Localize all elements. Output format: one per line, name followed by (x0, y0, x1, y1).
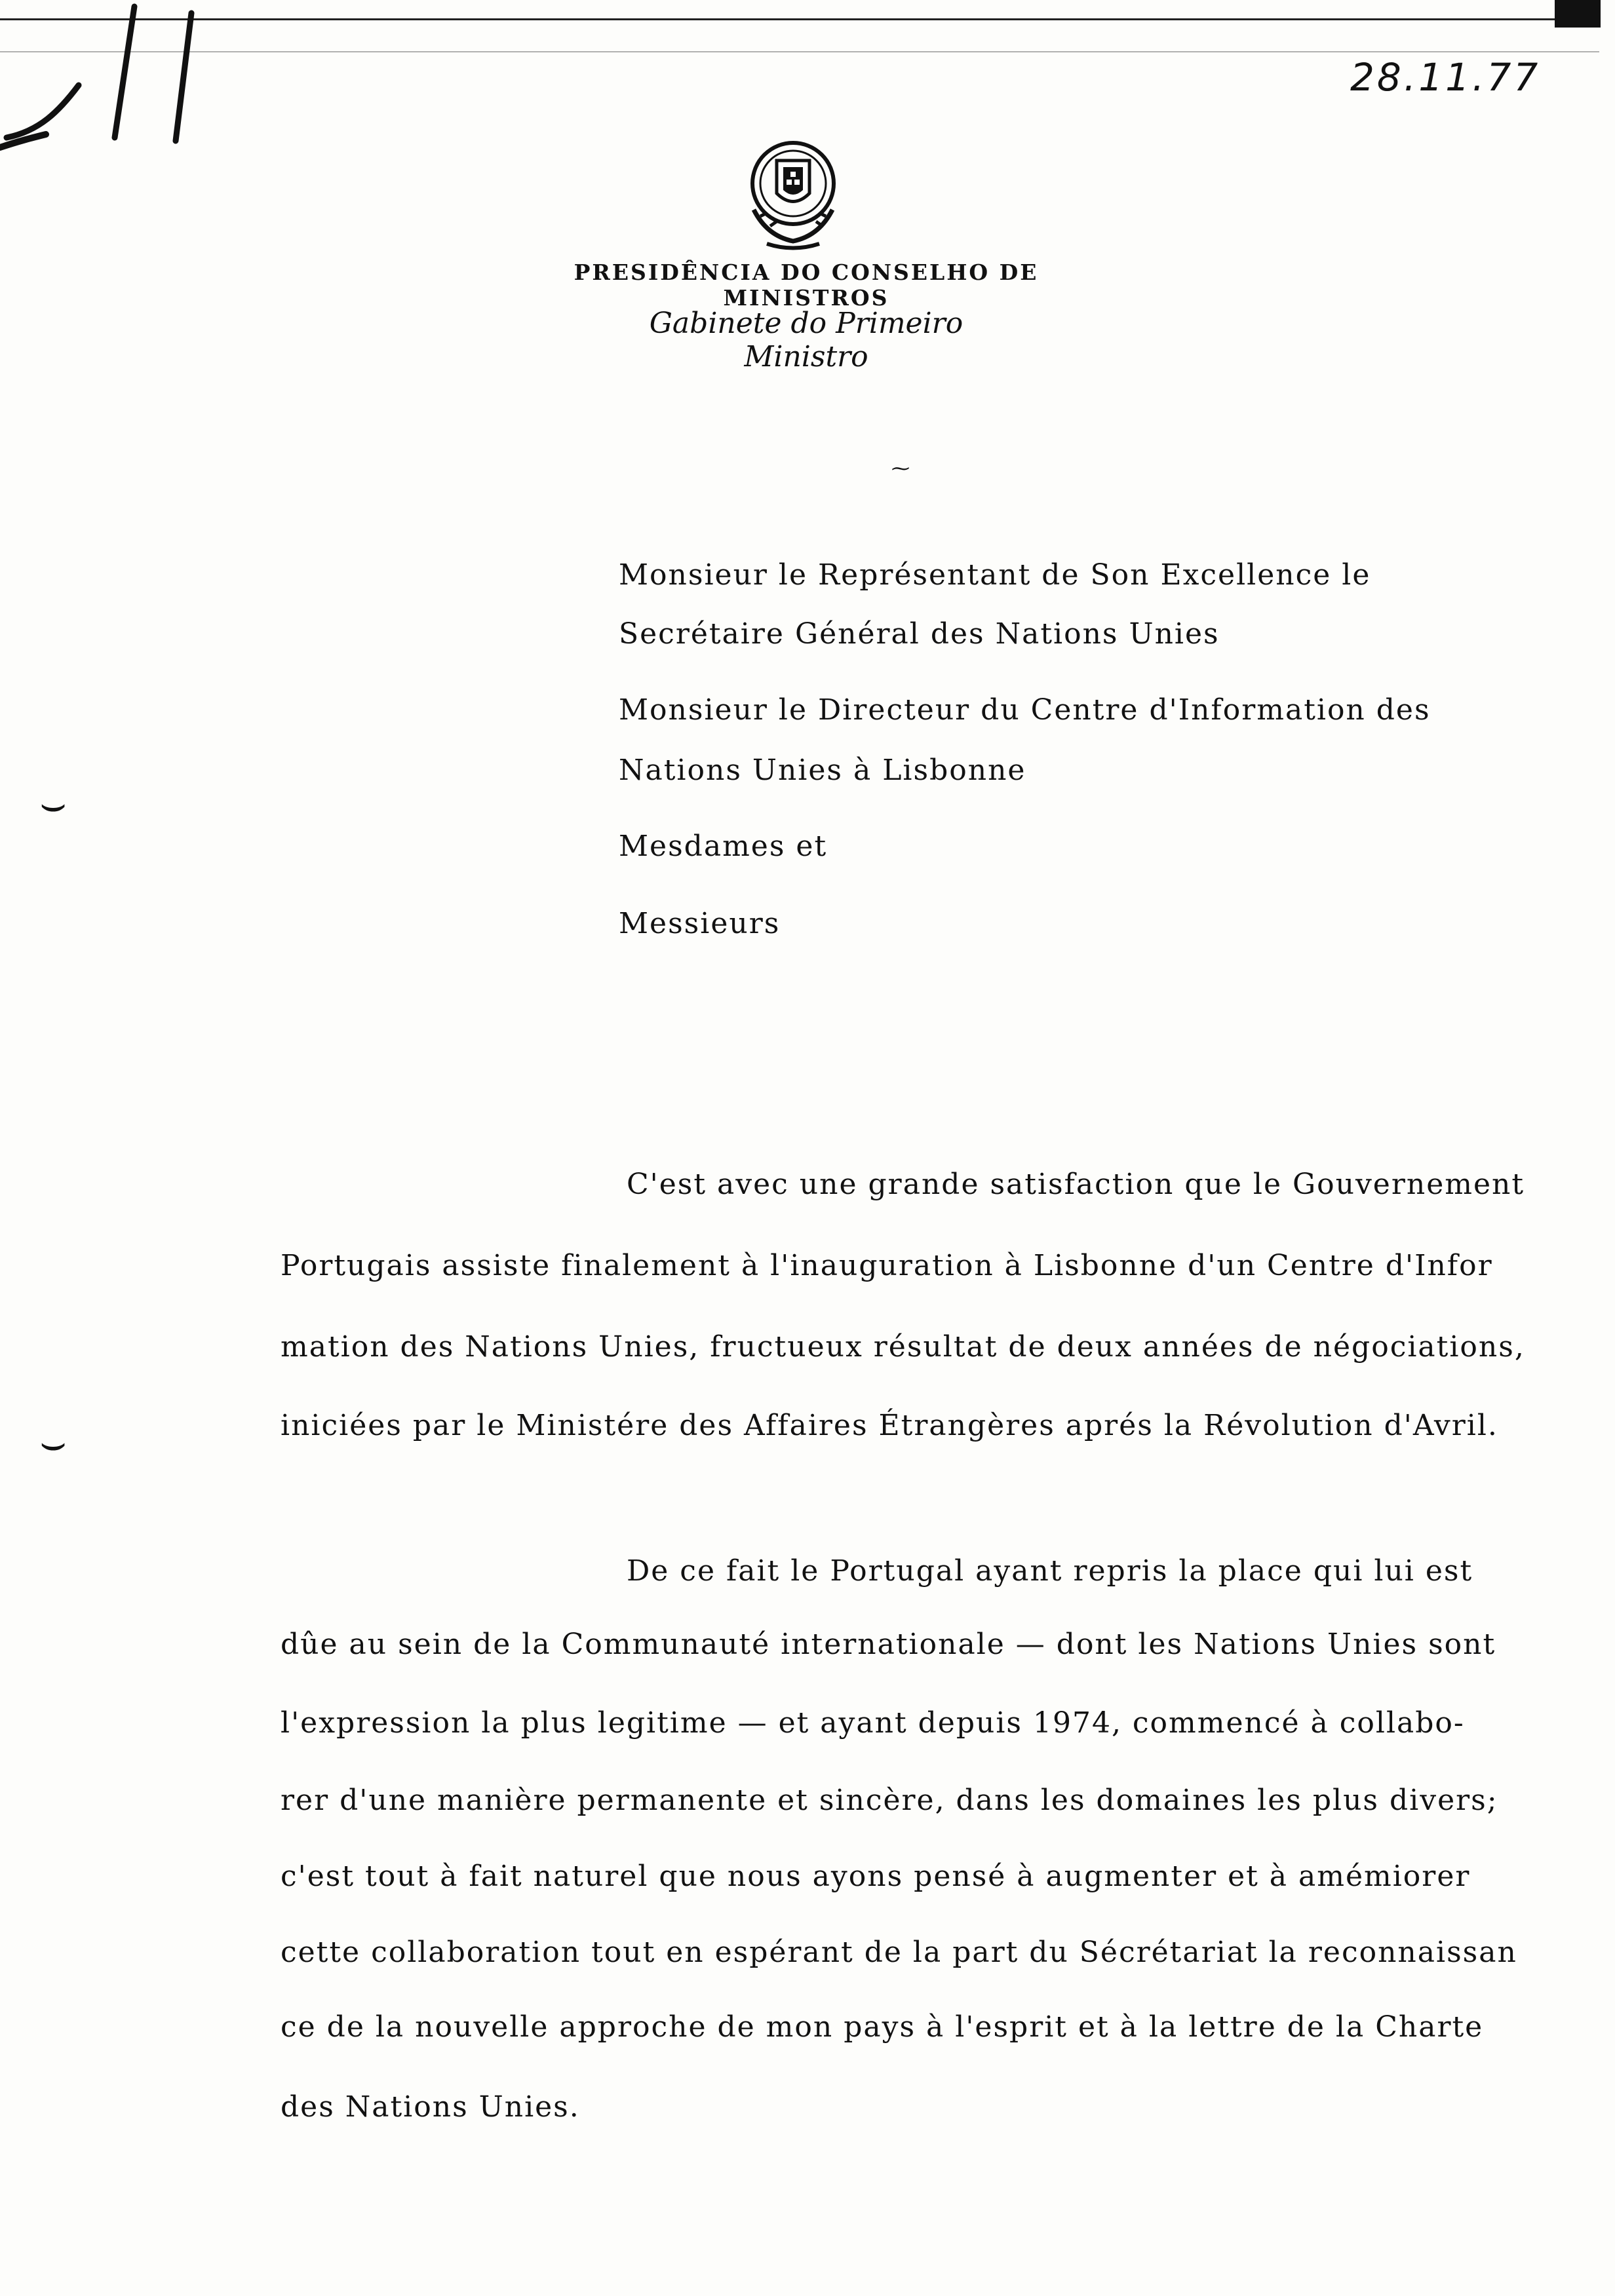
stray-ink-mark: ⁓ (891, 457, 910, 479)
handwritten-slash-marks (0, 0, 223, 170)
handwritten-date: 28.11.77 (1350, 55, 1541, 100)
addressee-line: Monsieur le Représentant de Son Excellence le (619, 558, 1371, 592)
addressee-line: Messieurs (619, 907, 781, 940)
paragraph1-line: iniciées par le Ministére des Affaires Étrangères aprés la Révolution d'Avril. (281, 1409, 1498, 1442)
letterhead-subtitle: Gabinete do Primeiro Ministro (649, 307, 963, 373)
paragraph2-line: rer d'une manière permanente et sincère, dans les domaines les plus divers; (281, 1784, 1498, 1817)
corner-ink-mark (1555, 0, 1601, 28)
paragraph2-line: c'est tout à fait naturel que nous ayons pensé à augmenter et à amémiorer (281, 1860, 1471, 1893)
paragraph1-line: Portugais assiste finalement à l'inauguration à Lisbonne d'un Centre d'Infor (281, 1249, 1493, 1282)
paragraph2-line: l'expression la plus legitime — et ayant depuis 1974, commencé à collabo- (281, 1706, 1465, 1740)
addressee-line: Mesdames et (619, 830, 828, 863)
addressee-line: Secrétaire Général des Nations Unies (619, 617, 1220, 651)
margin-mark: ⌣ (39, 1419, 68, 1467)
coat-of-arms-emblem (741, 131, 846, 256)
paragraph2-line: De ce fait le Portugal ayant repris la place qui lui est (627, 1554, 1473, 1588)
paragraph2-line: cette collaboration tout en espérant de la part du Sécrétariat la reconnaissan (281, 1936, 1517, 1969)
top-border-line (0, 18, 1573, 20)
addressee-line: Monsieur le Directeur du Centre d'Information des (619, 693, 1431, 727)
addressee-line: Nations Unies à Lisbonne (619, 754, 1026, 787)
margin-mark: ⌣ (39, 780, 68, 828)
letterhead-title: PRESIDÊNCIA DO CONSELHO DE MINISTROS (574, 259, 1039, 311)
paragraph2-line: dûe au sein de la Communauté internationale — dont les Nations Unies sont (281, 1628, 1496, 1661)
paragraph2-line: des Nations Unies. (281, 2090, 580, 2124)
paragraph1-line: C'est avec une grande satisfaction que le Gouvernement (627, 1168, 1525, 1201)
paragraph2-line: ce de la nouvelle approche de mon pays à l'esprit et à la lettre de la Charte (281, 2010, 1484, 2044)
top-border-line-faint (0, 51, 1599, 52)
paragraph1-line: mation des Nations Unies, fructueux résultat de deux années de négociations, (281, 1330, 1525, 1364)
